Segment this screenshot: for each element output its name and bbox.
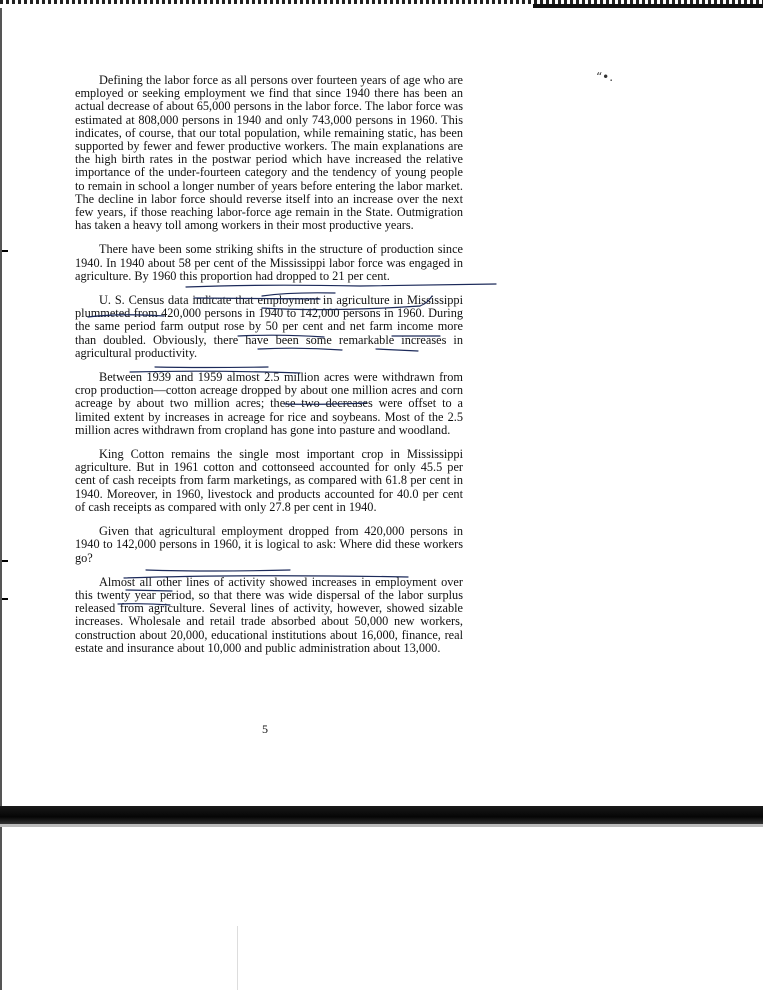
paragraph-census-data: U. S. Census data indicate that employment in agriculture in Mississippi plummeted from 420,000 persons in 1940 to 142,000 persons in 1960. During the same period farm output rose by 50 per cent and net farm income more than doubled. Obviously, there have been some remarkable increases in agricultural productivity. bbox=[75, 293, 463, 360]
scan-shadow-line bbox=[237, 926, 238, 990]
margin-tick bbox=[2, 598, 8, 600]
body-text bbox=[75, 74, 463, 666]
margin-tick bbox=[2, 250, 8, 252]
paragraph-production-shifts: There have been some striking shifts in the structure of production since 1940. In 1940 about 58 per cent of the Mississippi labor force was engaged in agriculture. By 1960 this proportion had dropped to 21 per cent. bbox=[75, 242, 463, 283]
scan-top-bar bbox=[533, 4, 763, 8]
paragraph-workers-question: Given that agricultural employment dropped from 420,000 persons in 1940 to 142,000 persons in 1960, it is logical to ask: Where did these workers go? bbox=[75, 524, 463, 565]
page-number: 5 bbox=[262, 722, 268, 736]
scan-bottom-band bbox=[0, 806, 763, 824]
paragraph-king-cotton: King Cotton remains the single most important crop in Mississippi agriculture. But in 1961 cotton and cottonseed accounted for only 45.5 per cent of cash receipts from farm marketings, as compared with 61.8 per cent in 1940. Moreover, in 1960, livestock and products accounted for 40.0 per cent of cash receipts as compared with only 27.8 per cent in 1940. bbox=[75, 447, 463, 514]
paragraph-labor-force: Defining the labor force as all persons over fourteen years of age who are employed or seeking employment we find that since 1940 there has been an actual decrease of about 65,000 persons in the labor force. The labor force was estimated at 808,000 persons in 1940 and only 743,000 persons in 1960. This indicates, of course, that our total population, while remaining static, has been supported by fewer and fewer productive workers. The main explanations are the high birth rates in the postwar period which have increased the relative importance of the under-fourteen category and the tendency of young people to remain in school a longer number of years before entering the labor market. The decline in labor force should reverse itself into an increase over the next few years, if those reaching labor-force age remain in the State. Outmigration has taken a heavy toll among workers in their most productive years. bbox=[75, 73, 463, 233]
paragraph-other-activity: Almost all other lines of activity showed increases in employment over this twenty year period, so that there was wide dispersal of the labor surplus released from agriculture. Several lines of activity, however, showed sizable increases. Wholesale and retail trade absorbed about 50,000 new workers, construction about 20,000, educational institutions about 16,000, finance, real estate and insurance about 10,000 and public administration about 13,000. bbox=[75, 574, 463, 655]
margin-tick bbox=[2, 560, 8, 562]
stray-mark: “•. bbox=[596, 70, 614, 84]
paragraph-acreage: Between 1939 and 1959 almost 2.5 million acres were withdrawn from crop production—cotton acreage dropped by about one million acres and corn acreage by about two million acres; these two decreases were offset to a limited extent by increases in acreage for rice and soybeans. Most of the 2.5 million acres withdrawn from cropland has gone into pasture and woodland. bbox=[75, 370, 463, 437]
scan-left-edge bbox=[0, 8, 2, 990]
